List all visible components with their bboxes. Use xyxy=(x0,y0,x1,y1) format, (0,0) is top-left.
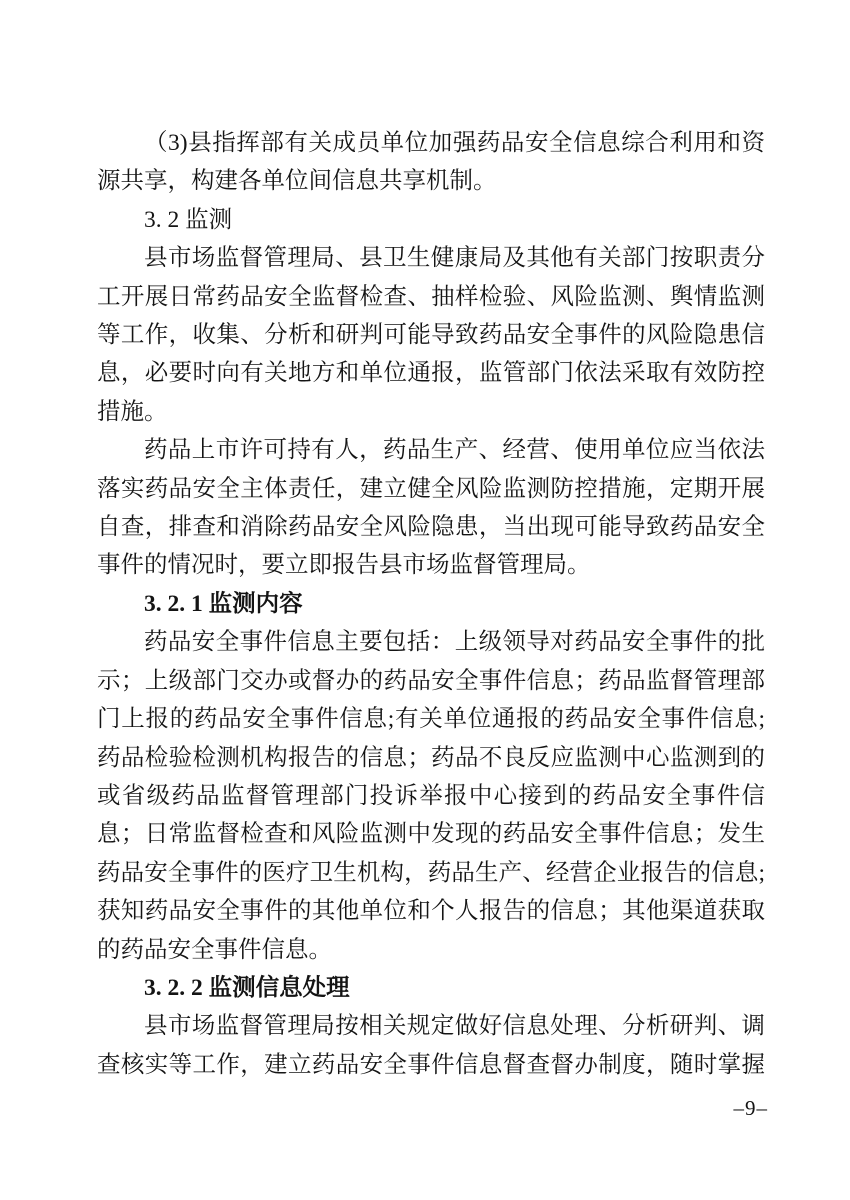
text-line: 门上报的药品安全事件信息;有关单位通报的药品安全事件信息; xyxy=(97,706,765,733)
text-line: 县市场监督管理局、县卫生健康局及其他有关部门按职责分 xyxy=(144,245,765,272)
text-line: 查核实等工作，建立药品安全事件信息督查督办制度，随时掌握 xyxy=(97,1051,765,1078)
text-line: 息；日常监督检查和风险监测中发现的药品安全事件信息；发生 xyxy=(97,821,765,848)
text-line: 息，必要时向有关地方和单位通报，监管部门依法采取有效防控 xyxy=(97,360,765,387)
text-line: 药品安全事件的医疗卫生机构，药品生产、经营企业报告的信息; xyxy=(97,859,765,886)
text-line: 措施。 xyxy=(97,398,168,425)
text-line: 事件的情况时，要立即报告县市场监督管理局。 xyxy=(97,552,591,579)
text-line: 药品安全事件信息主要包括：上级领导对药品安全事件的批 xyxy=(144,629,765,656)
document-body xyxy=(97,124,765,1084)
text-line: 落实药品安全主体责任，建立健全风险监测防控措施，定期开展 xyxy=(97,475,765,502)
heading-3-2-1: 3. 2. 1 监测内容 xyxy=(144,590,303,617)
text-line: 药品上市许可持有人，药品生产、经营、使用单位应当依法 xyxy=(144,437,765,464)
text-line: 的药品安全事件信息。 xyxy=(97,936,332,963)
heading-3-2-2: 3. 2. 2 监测信息处理 xyxy=(144,974,350,1001)
heading-3-2: 3. 2 监测 xyxy=(144,206,233,233)
text-line: 药品检验检测机构报告的信息；药品不良反应监测中心监测到的 xyxy=(97,744,765,771)
text-line: 源共享，构建各单位间信息共享机制。 xyxy=(97,168,497,195)
text-line: 工开展日常药品安全监督检查、抽样检验、风险监测、舆情监测 xyxy=(97,283,765,310)
text-line: 等工作，收集、分析和研判可能导致药品安全事件的风险隐患信 xyxy=(97,322,765,349)
text-line: 或省级药品监督管理部门投诉举报中心接到的药品安全事件信 xyxy=(97,782,765,809)
text-line: 示；上级部门交办或督办的药品安全事件信息；药品监督管理部 xyxy=(97,667,765,694)
text-line: （3)县指挥部有关成员单位加强药品安全信息综合利用和资 xyxy=(144,130,765,156)
text-line: 获知药品安全事件的其他单位和个人报告的信息；其他渠道获取 xyxy=(97,898,765,925)
text-line: 县市场监督管理局按相关规定做好信息处理、分析研判、调 xyxy=(144,1013,765,1040)
page-number: –9– xyxy=(733,1096,768,1120)
text-line: 自查，排查和消除药品安全风险隐患，当出现可能导致药品安全 xyxy=(97,514,765,541)
